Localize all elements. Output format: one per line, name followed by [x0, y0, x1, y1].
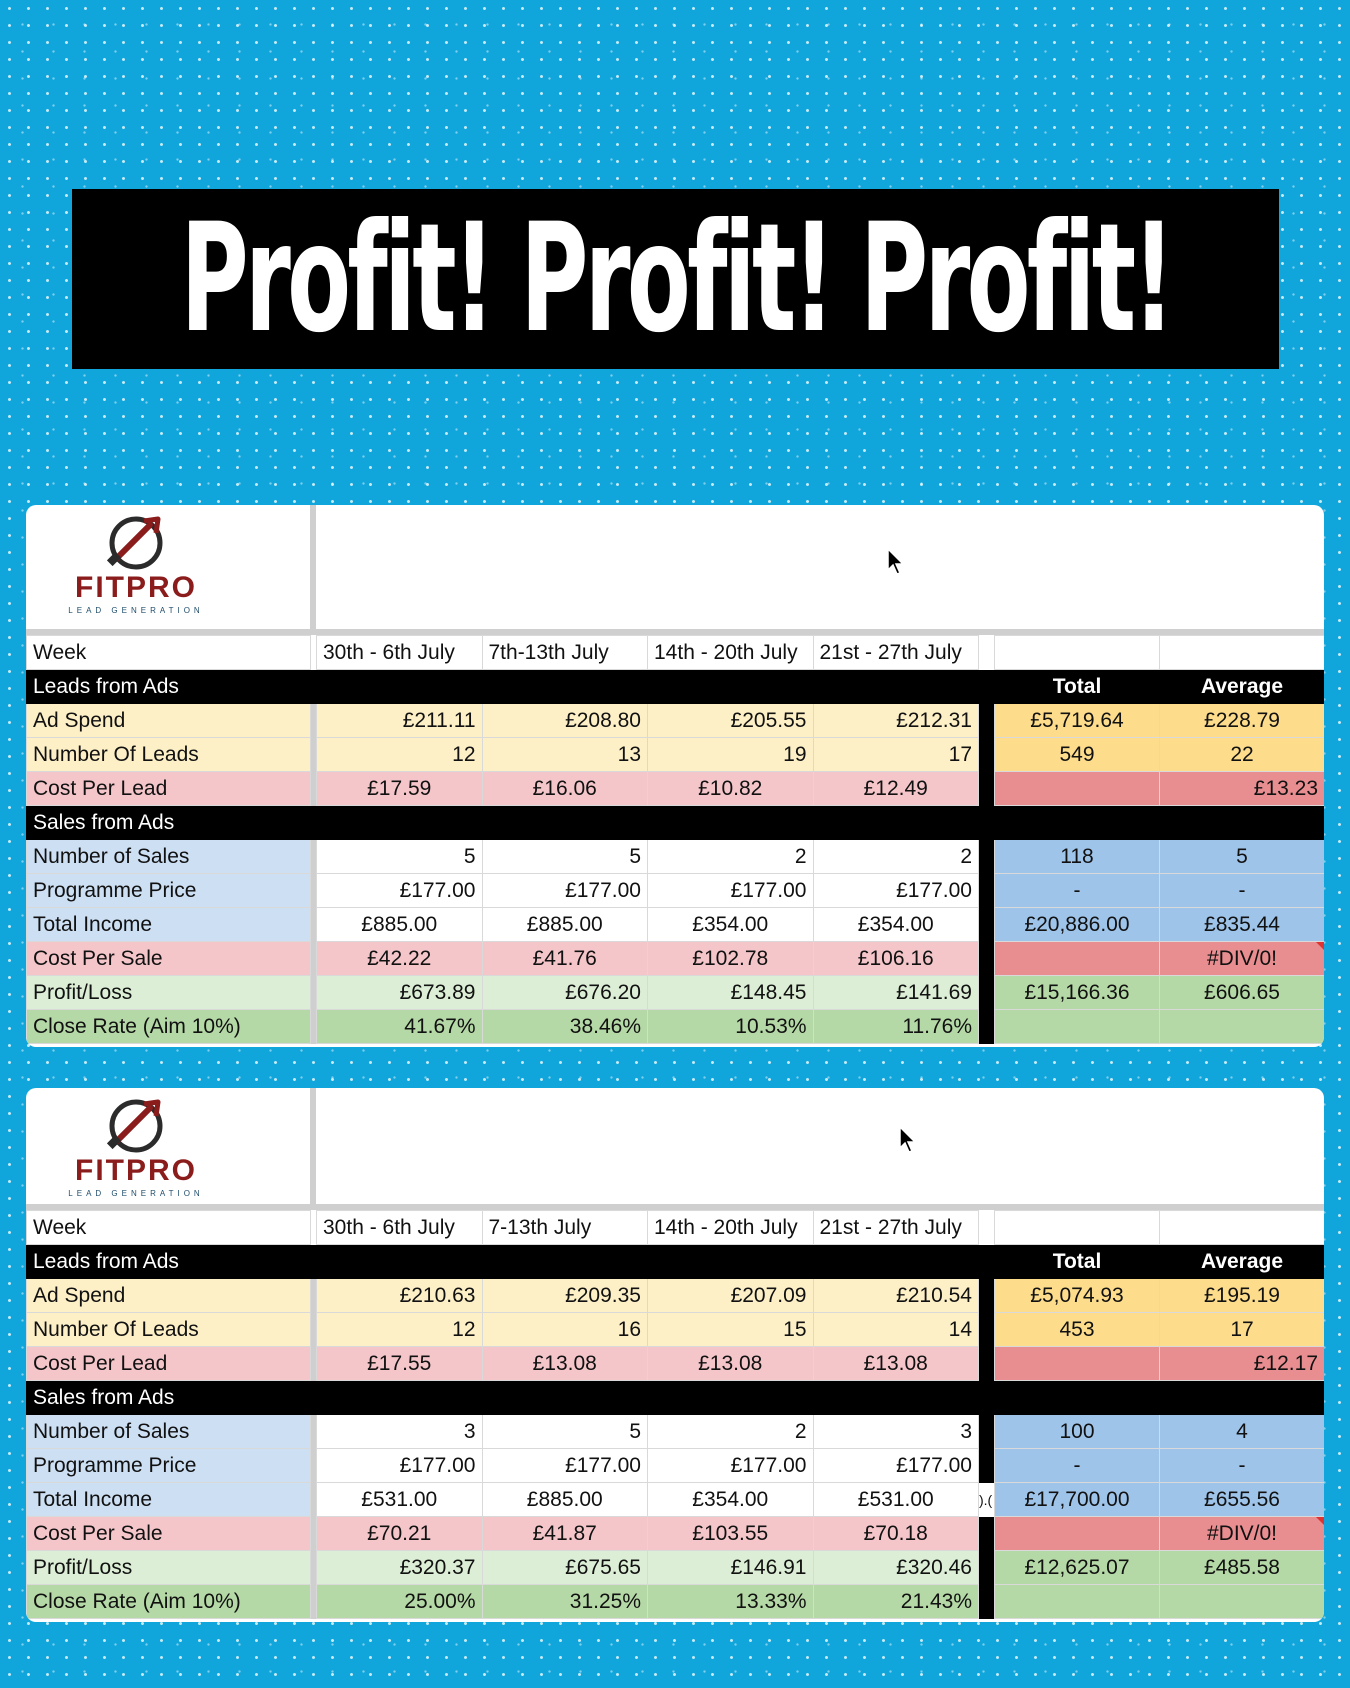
cell[interactable]: 13.33% — [648, 1585, 814, 1619]
total-cell[interactable]: £15,166.36 — [995, 976, 1160, 1010]
cell[interactable]: £146.91 — [648, 1551, 814, 1585]
logo-brand: FITPRO — [75, 1154, 197, 1187]
total-cell[interactable] — [995, 1010, 1160, 1044]
total-cell[interactable]: £5,719.64 — [995, 704, 1160, 738]
average-cell[interactable]: £606.65 — [1160, 976, 1325, 1010]
cell[interactable]: £17.55 — [317, 1347, 483, 1381]
average-cell[interactable]: £228.79 — [1160, 704, 1325, 738]
programme-price-row — [27, 1449, 1325, 1483]
cell[interactable]: £209.35 — [482, 1279, 648, 1313]
cost-per-lead-row — [27, 772, 1325, 806]
cell[interactable]: 19 — [648, 738, 814, 772]
average-cell[interactable]: 22 — [1160, 738, 1325, 772]
cell[interactable]: £177.00 — [317, 874, 483, 908]
title-banner — [72, 189, 1279, 369]
row-label[interactable]: Number of Sales — [27, 1415, 311, 1449]
cell[interactable]: 13 — [482, 738, 648, 772]
cell[interactable]: 5 — [482, 1415, 648, 1449]
total-cell[interactable]: 549 — [995, 738, 1160, 772]
mouse-cursor-icon — [898, 1126, 918, 1154]
total-cell[interactable]: 453 — [995, 1313, 1160, 1347]
total-label[interactable]: Total — [995, 670, 1160, 704]
total-cell[interactable] — [995, 1347, 1160, 1381]
spill-text: ).( — [979, 1483, 995, 1517]
total-header-blank[interactable] — [995, 1211, 1160, 1245]
average-cell[interactable]: 4 — [1160, 1415, 1325, 1449]
header-divider — [310, 1088, 316, 1204]
cell[interactable]: 31.25% — [482, 1585, 648, 1619]
sales-section-label[interactable]: Sales from Ads — [27, 806, 311, 840]
logo-tagline: LEAD GENERATION — [68, 1189, 204, 1198]
cell[interactable]: £675.65 — [482, 1551, 648, 1585]
spreadsheet-1 — [26, 505, 1324, 1047]
cell[interactable]: 5 — [482, 840, 648, 874]
cell[interactable]: £320.46 — [813, 1551, 979, 1585]
cell[interactable]: £102.78 — [648, 942, 814, 976]
row-label[interactable]: Number of Sales — [27, 840, 311, 874]
cell[interactable]: £13.08 — [813, 1347, 979, 1381]
cell[interactable]: £70.21 — [317, 1517, 483, 1551]
total-cell[interactable]: 100 — [995, 1415, 1160, 1449]
leads-section-row — [27, 670, 1325, 704]
cell[interactable]: £673.89 — [317, 976, 483, 1010]
week-1[interactable]: 30th - 6th July — [317, 636, 483, 670]
cell[interactable]: £70.18 — [813, 1517, 979, 1551]
cell[interactable]: 2 — [813, 840, 979, 874]
leads-row — [27, 738, 1325, 772]
row-label[interactable]: Total Income — [27, 908, 311, 942]
cell[interactable]: 12 — [317, 738, 483, 772]
average-cell[interactable]: £195.19 — [1160, 1279, 1325, 1313]
average-label[interactable]: Average — [1160, 1245, 1325, 1279]
cell[interactable]: £41.87 — [482, 1517, 648, 1551]
row-label[interactable]: Close Rate (Aim 10%) — [27, 1010, 311, 1044]
cell[interactable]: 15 — [648, 1313, 814, 1347]
average-cell[interactable]: 17 — [1160, 1313, 1325, 1347]
total-cell[interactable] — [995, 1585, 1160, 1619]
sales-section-row — [27, 806, 1325, 840]
average-header-blank[interactable] — [1160, 1211, 1325, 1245]
total-cell[interactable]: 118 — [995, 840, 1160, 874]
row-label[interactable]: Profit/Loss — [27, 1551, 311, 1585]
average-cell[interactable]: £655.56 — [1160, 1483, 1325, 1517]
average-cell[interactable]: £13.23 — [1160, 772, 1325, 806]
week-1[interactable]: 30th - 6th July — [317, 1211, 483, 1245]
average-cell[interactable] — [1160, 1010, 1325, 1044]
average-cell[interactable] — [1160, 1585, 1325, 1619]
close-rate-row — [27, 1585, 1325, 1619]
cell[interactable]: £10.82 — [648, 772, 814, 806]
cell[interactable]: 10.53% — [648, 1010, 814, 1044]
total-cell[interactable]: £5,074.93 — [995, 1279, 1160, 1313]
total-cell[interactable]: £12,625.07 — [995, 1551, 1160, 1585]
profit-loss-row — [27, 976, 1325, 1010]
ad-spend-row — [27, 704, 1325, 738]
cell[interactable]: £177.00 — [813, 1449, 979, 1483]
sheet-table — [26, 635, 1324, 1044]
sheet-table — [26, 1210, 1324, 1619]
fitpro-logo — [36, 1094, 236, 1204]
spreadsheet-2 — [26, 1088, 1324, 1622]
cell[interactable]: £210.63 — [317, 1279, 483, 1313]
sales-row — [27, 840, 1325, 874]
cell[interactable]: £885.00 — [482, 908, 648, 942]
cell[interactable]: £676.20 — [482, 976, 648, 1010]
row-label[interactable]: Cost Per Sale — [27, 942, 311, 976]
leads-section-row — [27, 1245, 1325, 1279]
cell[interactable]: 38.46% — [482, 1010, 648, 1044]
close-rate-row — [27, 1010, 1325, 1044]
row-label[interactable]: Programme Price — [27, 874, 311, 908]
fitpro-logo — [36, 511, 236, 621]
cost-per-sale-row — [27, 942, 1325, 976]
average-header-blank[interactable] — [1160, 636, 1325, 670]
cell[interactable]: 11.76% — [813, 1010, 979, 1044]
row-label[interactable]: Programme Price — [27, 1449, 311, 1483]
row-label[interactable]: Cost Per Lead — [27, 772, 311, 806]
cell[interactable]: £103.55 — [648, 1517, 814, 1551]
row-label[interactable]: Cost Per Sale — [27, 1517, 311, 1551]
cell[interactable]: £141.69 — [813, 976, 979, 1010]
row-label[interactable]: Ad Spend — [27, 1279, 311, 1313]
cost-per-sale-row — [27, 1517, 1325, 1551]
total-cell[interactable]: - — [995, 1449, 1160, 1483]
logo-tagline: LEAD GENERATION — [68, 606, 204, 615]
average-cell[interactable]: - — [1160, 874, 1325, 908]
cell[interactable]: £531.00 — [317, 1483, 483, 1517]
cell[interactable]: £354.00 — [648, 908, 814, 942]
cell[interactable]: £12.49 — [813, 772, 979, 806]
leads-section-label[interactable]: Leads from Ads — [27, 1245, 311, 1279]
leads-section-label[interactable]: Leads from Ads — [27, 670, 311, 704]
row-label[interactable]: Profit/Loss — [27, 976, 311, 1010]
cell[interactable]: £354.00 — [648, 1483, 814, 1517]
programme-price-row — [27, 874, 1325, 908]
cell[interactable]: £177.00 — [317, 1449, 483, 1483]
sales-row — [27, 1415, 1325, 1449]
cell[interactable]: £42.22 — [317, 942, 483, 976]
cell[interactable]: £211.11 — [317, 704, 483, 738]
cost-per-lead-row — [27, 1347, 1325, 1381]
cell[interactable]: £13.08 — [482, 1347, 648, 1381]
row-label[interactable]: Number Of Leads — [27, 738, 311, 772]
header-divider — [310, 505, 316, 629]
total-cell[interactable]: £20,886.00 — [995, 908, 1160, 942]
cell[interactable]: £177.00 — [813, 874, 979, 908]
ad-spend-row — [27, 1279, 1325, 1313]
week-3[interactable]: 14th - 20th July — [648, 636, 814, 670]
row-label[interactable]: Ad Spend — [27, 704, 311, 738]
row-label[interactable]: Number Of Leads — [27, 1313, 311, 1347]
profit-loss-row — [27, 1551, 1325, 1585]
banner-title: Profit! Profit! Profit! — [180, 192, 1171, 366]
total-income-row — [27, 908, 1325, 942]
total-cell[interactable] — [995, 1517, 1160, 1551]
cell[interactable]: £205.55 — [648, 704, 814, 738]
cell[interactable]: £885.00 — [482, 1483, 648, 1517]
average-cell[interactable]: £12.17 — [1160, 1347, 1325, 1381]
total-cell[interactable] — [995, 772, 1160, 806]
cell[interactable]: £177.00 — [648, 874, 814, 908]
cell[interactable]: £207.09 — [648, 1279, 814, 1313]
cell[interactable]: 2 — [648, 1415, 814, 1449]
cell[interactable]: 25.00% — [317, 1585, 483, 1619]
logo-brand: FITPRO — [75, 571, 197, 604]
sales-section-label[interactable]: Sales from Ads — [27, 1381, 311, 1415]
average-label[interactable]: Average — [1160, 670, 1325, 704]
cell[interactable]: £177.00 — [482, 874, 648, 908]
cell[interactable]: £177.00 — [648, 1449, 814, 1483]
week-2[interactable]: 7th-13th July — [482, 636, 648, 670]
average-cell-error[interactable]: #DIV/0! — [1160, 942, 1325, 976]
average-cell[interactable]: £485.58 — [1160, 1551, 1325, 1585]
total-income-row — [27, 1483, 1325, 1517]
total-cell[interactable]: £17,700.00 — [995, 1483, 1160, 1517]
cell[interactable]: 17 — [813, 738, 979, 772]
cell[interactable]: £354.00 — [813, 908, 979, 942]
cell[interactable]: £177.00 — [482, 1449, 648, 1483]
week-4[interactable]: 21st - 27th July — [813, 636, 979, 670]
cell[interactable]: 2 — [648, 840, 814, 874]
cell[interactable]: 14 — [813, 1313, 979, 1347]
cell[interactable]: £16.06 — [482, 772, 648, 806]
average-cell[interactable]: £835.44 — [1160, 908, 1325, 942]
cell[interactable]: £320.37 — [317, 1551, 483, 1585]
cell[interactable]: 3 — [317, 1415, 483, 1449]
cell[interactable]: 41.67% — [317, 1010, 483, 1044]
cell[interactable]: £13.08 — [648, 1347, 814, 1381]
average-cell[interactable]: 5 — [1160, 840, 1325, 874]
cell[interactable]: £212.31 — [813, 704, 979, 738]
week-row — [27, 1211, 1325, 1245]
cell[interactable]: 12 — [317, 1313, 483, 1347]
sheet-header — [26, 1088, 1324, 1210]
total-header-blank[interactable] — [995, 636, 1160, 670]
cell[interactable]: 16 — [482, 1313, 648, 1347]
total-cell[interactable]: - — [995, 874, 1160, 908]
week-label[interactable]: Week — [27, 1211, 311, 1245]
cell[interactable]: £148.45 — [648, 976, 814, 1010]
average-cell[interactable]: - — [1160, 1449, 1325, 1483]
cell[interactable]: 3 — [813, 1415, 979, 1449]
cell[interactable]: £41.76 — [482, 942, 648, 976]
week-row — [27, 636, 1325, 670]
cell[interactable]: £210.54 — [813, 1279, 979, 1313]
cell[interactable]: 5 — [317, 840, 483, 874]
sales-section-row — [27, 1381, 1325, 1415]
sheet-header — [26, 505, 1324, 635]
cell[interactable]: £885.00 — [317, 908, 483, 942]
week-4[interactable]: 21st - 27th July — [813, 1211, 979, 1245]
cell[interactable]: £106.16 — [813, 942, 979, 976]
cell[interactable]: £531.00 — [813, 1483, 979, 1517]
average-cell-error[interactable]: #DIV/0! — [1160, 1517, 1325, 1551]
row-label[interactable]: Close Rate (Aim 10%) — [27, 1585, 311, 1619]
row-label[interactable]: Cost Per Lead — [27, 1347, 311, 1381]
week-2[interactable]: 7-13th July — [482, 1211, 648, 1245]
total-cell[interactable] — [995, 942, 1160, 976]
week-label[interactable]: Week — [27, 636, 311, 670]
total-label[interactable]: Total — [995, 1245, 1160, 1279]
row-label[interactable]: Total Income — [27, 1483, 311, 1517]
cell[interactable]: 21.43% — [813, 1585, 979, 1619]
week-3[interactable]: 14th - 20th July — [648, 1211, 814, 1245]
leads-row — [27, 1313, 1325, 1347]
cell[interactable]: £208.80 — [482, 704, 648, 738]
cell[interactable]: £17.59 — [317, 772, 483, 806]
mouse-cursor-icon — [886, 548, 906, 576]
